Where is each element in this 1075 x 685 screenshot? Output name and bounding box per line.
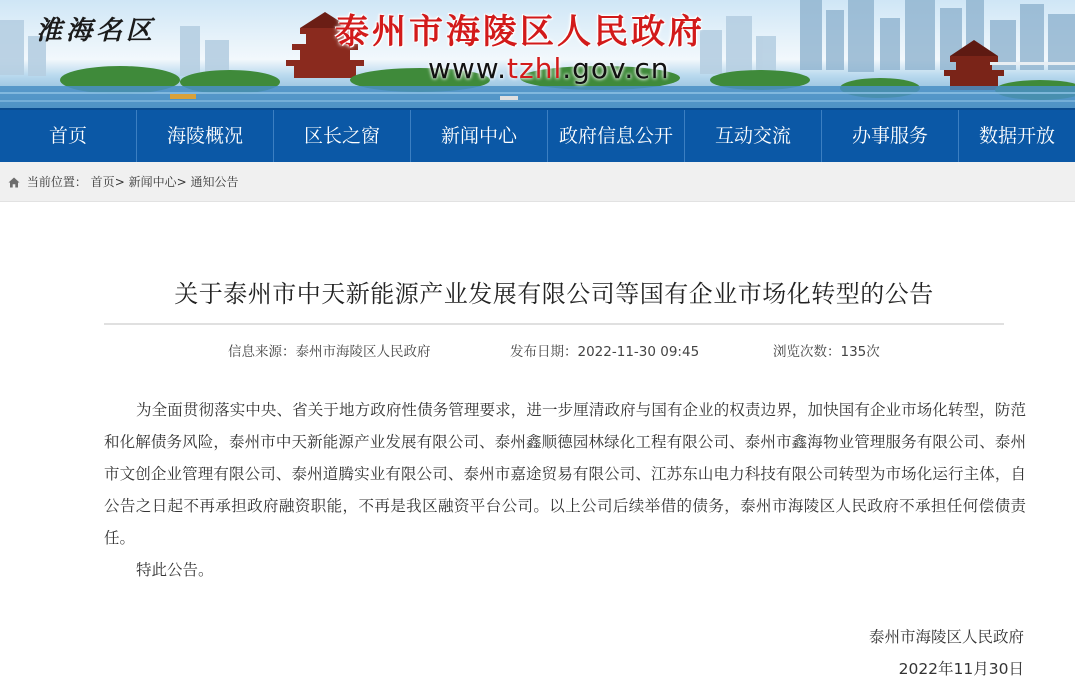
breadcrumb-link-news[interactable]: 新闻中心: [128, 175, 177, 189]
article-title: 关于泰州市中天新能源产业发展有限公司等国有企业市场化转型的公告: [174, 280, 934, 308]
article-body: [104, 394, 1026, 586]
main-nav: [0, 108, 1075, 162]
site-title: 泰州市海陵区人民政府: [335, 12, 705, 52]
article-signature: [869, 621, 1024, 685]
breadcrumb-link-home[interactable]: 首页: [90, 175, 115, 189]
signature-org: 泰州市海陵区人民政府: [868, 628, 1024, 646]
site-url: [428, 52, 669, 85]
source-label: 信息来源：: [228, 344, 296, 360]
title-divider: [104, 323, 1004, 325]
nav-item-news-center[interactable]: 新闻中心: [411, 110, 548, 162]
site-url-prefix: www.: [428, 52, 508, 85]
site-url-highlight: tzhl: [507, 52, 563, 85]
site-url-suffix: .gov.cn: [562, 52, 670, 85]
nav-item-open-data[interactable]: 数据开放: [978, 125, 1055, 147]
article-paragraph: 为全面贯彻落实中央、省关于地方政府性债务管理要求，进一步厘清政府与国有企业的权责边界，加快国有企业市场化转型，防范和化解债务风险，泰州市中天新能源产业发展有限公司、泰州鑫顺德园林绿化工程有限公司、泰州市鑫海物业管理服务有限公司、泰州市文创企业管理有限公司、泰州道腾实业有限公司、泰州市嘉途贸易有限公司、江苏东山电力科技有限公司转型为市场化运行主体，自公告之日起不再承担政府融资职能，不再是我区融资平台公司。以上公司后续举借的债务，泰州市海陵区人民政府不承担任何偿债责任。: [104, 401, 1026, 547]
nav-item-overview[interactable]: 海陵概况: [137, 110, 274, 162]
date-value: 2022-11-30 09:45: [577, 344, 700, 360]
site-banner: [0, 0, 1075, 108]
nav-item-interaction[interactable]: 互动交流: [685, 110, 822, 162]
article-views: [773, 340, 880, 360]
source-value: 泰州市海陵区人民政府: [295, 344, 431, 360]
nav-item-home[interactable]: 首页: [0, 110, 137, 162]
article-date: [510, 340, 699, 360]
article-source: [228, 340, 431, 360]
breadcrumb-separator: >: [176, 175, 187, 189]
home-icon: [8, 177, 20, 188]
nav-item-gov-info[interactable]: 政府信息公开: [548, 110, 685, 162]
breadcrumb-separator: >: [114, 175, 125, 189]
breadcrumb-link-notices[interactable]: 通知公告: [190, 175, 239, 189]
views-value: 135次: [840, 344, 880, 360]
date-label: 发布日期：: [510, 344, 578, 360]
signature-date: 2022年11月30日: [898, 660, 1024, 678]
breadcrumb-prefix: 当前位置：: [26, 175, 87, 189]
article-paragraph: 特此公告。: [136, 561, 214, 579]
city-motto: 淮海名区: [36, 16, 157, 46]
breadcrumb: [0, 162, 1075, 202]
views-label: 浏览次数：: [773, 344, 841, 360]
nav-item-chief-window[interactable]: 区长之窗: [274, 110, 411, 162]
nav-item-services[interactable]: 办事服务: [822, 110, 959, 162]
